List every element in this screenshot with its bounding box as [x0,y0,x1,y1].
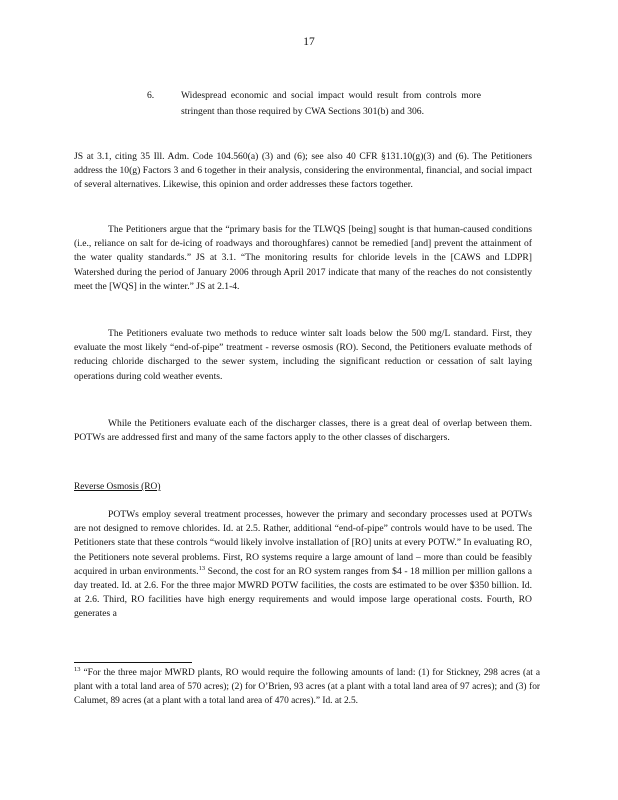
list-item-number: 6. [147,90,155,101]
footnote-number: 13 [74,665,81,673]
footnote-text: “For the three major MWRD plants, RO would require the following amounts of land: (1) for Stickney, 298 acres (at a plant with a total land area of 570 acres); (2) for O’Brien, 93 acres (at a plant with a total land area of 97 acres); and (3) for Calumet, 89 acres (at a plant with a total land area of 470 acres).” Id. at 2.5. [74,668,540,706]
ro-text-before-footnote: POTWs employ several treatment processes, however the primary and secondary processes used at POTWs are not designed to remove chlorides. Id. at 2.5. Rather, additional “end-of-pipe” controls would have to be used. The Petitioners state that these controls “would likely involve installation of [RO] units at every POTW.” In evaluating RO, the Petitioners note several problems. First, RO systems require a large amount of land – more than could be feasibly acquired in urban environments. [74,509,532,577]
footnote [74,666,540,708]
paragraph-overlap: While the Petitioners evaluate each of the discharger classes, there is a great deal of overlap between them. POTWs are addressed first and many of the same factors apply to the other classes of dischargers. [74,418,532,444]
section-heading: Reverse Osmosis (RO) [74,482,161,492]
paragraph-petitioners-argue: The Petitioners argue that the “primary basis for the TLWQS [being] sought is that human-caused conditions (i.e., reliance on salt for de-icing of roadways and thoroughfares) cannot be remedied [and] prevent the attainment of the water quality standards.” JS at 3.1. “The monitoring results for chloride levels in the [CAWS and LDPR] Watershed during the period of January 2006 through April 2017 indicate that many of the reaches do not consistently meet the [WQS] in the winter.” JS at 2.1-4. [74,224,532,292]
page-number: 17 [303,36,315,48]
ro-text-after-footnote: Second, the cost for an RO system ranges from $4 - 18 million per million gallons a day treated. Id. at 2.6. For the three major MWRD POTW facilities, the costs are estimated to be over $350 billion. Id. at 2.6. Third, RO facilities have high energy requirements and would impose large operational costs. Fourth, RO generates a [74,565,532,620]
footnote-divider [74,662,192,663]
paragraph-citation: JS at 3.1, citing 35 Ill. Adm. Code 104.560(a) (3) and (6); see also 40 CFR §131.10(g)(3) and (6). The Petitioners address the 10(g) Factors 3 and 6 together in their analysis, considering the environmental, financial, and social impact of several alternatives. Likewise, this opinion and order addresses these factors together. [74,151,532,191]
list-item-text: Widespread economic and social impact would result from controls more stringent than those required by CWA Sections 301(b) and 306. [181,90,481,117]
paragraph-reverse-osmosis [74,508,532,622]
paragraph-two-methods: The Petitioners evaluate two methods to reduce winter salt loads below the 500 mg/L standard. First, they evaluate the most likely “end-of-pipe” treatment - reverse osmosis (RO). Second, the Petitioners evaluate methods of reducing chloride discharged to the sewer system, including the significant reduction or cessation of salt laying operations during cold weather events. [74,328,532,382]
footnote-reference: 13 [198,564,206,572]
